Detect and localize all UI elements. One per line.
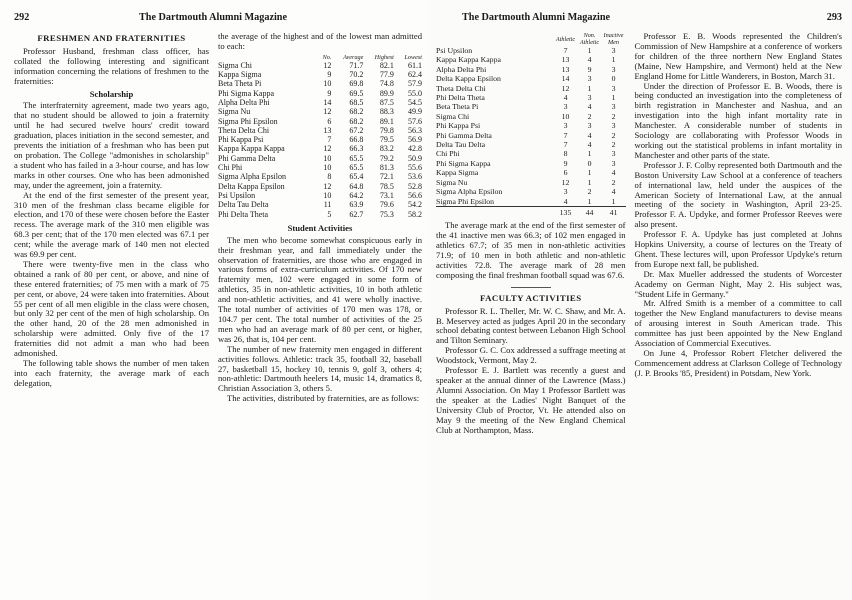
intro-paragraph: Professor Husband, freshman class officer, has collated the following interesting and significant information concerning the relations of freshmen to the fraternities: (14, 45, 209, 86)
table-cell: 3 (611, 46, 616, 55)
table-cell: 65.4 (349, 172, 364, 182)
fraternity-name-cell: Phi Gamma Delta (218, 153, 276, 163)
paragraph: The men who become somewhat conspicuous early in their freshman year, and fall immediately under the observation of fraternities, are those who are engaged in various forms of extra-curriculum activities. Of 170 new fraternity men, 102 were engaged in some form of athletics, 35 in non-athletic activities, 10 in both athletic and non-athletic activities, and 41 were wholly inactive. The total number of activities of 170 men was 178, or 104.7 per cent. The total number of activities of the 25 men who had an average mark of 80 per cent, or higher, was 26, that is, 104 per cent. (218, 234, 422, 344)
table-row (218, 79, 422, 88)
right-columns (436, 32, 842, 435)
fraternity-name-cell: Chi Phi (218, 163, 243, 173)
table-cell: 82.1 (379, 60, 394, 70)
fraternity-name-cell: Beta Theta Pi (218, 79, 262, 89)
total-cell (436, 206, 554, 217)
table-cell: 0 (611, 74, 616, 84)
table-cell: 3 (611, 83, 616, 93)
paragraph: Professor F. A. Updyke has just completed at Johns Hopkins University, a course of lectures on the Treaty of Ghent. These lectures will, upon Professor Updyke's return from Europe next fall, be published. (634, 229, 842, 269)
student-activities-heading: Student Activities (287, 222, 353, 233)
table-cell: 9 (563, 158, 568, 168)
table-cell: 1 (587, 83, 592, 93)
table-cell: 3 (611, 149, 616, 159)
table-cell: 3 (611, 64, 616, 74)
table-cell: 64.2 (349, 190, 364, 200)
table-cell: 79.5 (379, 135, 394, 145)
paragraph: The number of new fraternity men engaged in different activities follows. Athletic: track 35, football 32, baseball 27, basketball 15, hockey 10, tennis 9, golf 3, others 4; non-athletic: Dartmouth heelers 14, music 14, dramatics 8, Christian Association 3, others 5. (218, 343, 422, 394)
table-row (436, 159, 626, 168)
table-cell: 88.3 (379, 107, 394, 117)
table-cell: 56.9 (408, 135, 422, 145)
fraternity-name-cell: Psi Upsilon (218, 190, 256, 200)
paragraph: Professor E. J. Bartlett was recently a guest and speaker at the annual dinner of the Lawrence (Mass.) Alumni Association. On May 1 Professor Bartlett was the speaker at the Ladies' Night Banquet of the University Club of Proctor, Vt. He attended also on May 9 the meeting of the New England Chemical Club at Northampton, Mass. (436, 365, 626, 435)
section-divider (511, 287, 551, 288)
running-head-right (436, 12, 842, 24)
table-row (436, 93, 626, 102)
table-cell: 1 (587, 46, 592, 55)
paragraph: Under the direction of Professor E. B. Woods, there is being conducted an investigation into the completeness of birth registration in Manchester and Nashua, and an investigation into the high infant mortality rate in Manchester. A considerable number of students in Sociology are collaborating with Professor Woods in working out the statistical problems in infant mortality in Manchester and other parts of the state. (634, 80, 842, 160)
table-cell: 10 (323, 163, 332, 173)
table-row (218, 117, 422, 126)
paragraph: Professor G. C. Cox addressed a suffrage meeting at Woodstock, Vermont, May 2. (436, 345, 626, 366)
scholarship-heading: Scholarship (89, 88, 134, 99)
paragraph: At the end of the first semester of the present year, 310 men of the freshman class became eligible for election, and 170 of these were chosen before the Easter recess. The average mark of the 310 men eligible was 68.3 per cent; that of the 170 men elected was 67.1 per cent; while the average mark of 140 men not elected was 69.9 per cent. (14, 189, 209, 260)
table-cell: 3 (587, 74, 592, 84)
table-cell: 75.3 (379, 209, 394, 219)
table-cell: 0 (587, 158, 592, 168)
table-cell: 64.8 (349, 181, 364, 191)
table-cell: 10 (323, 79, 332, 89)
fraternity-name-cell: Sigma Alpha Epsilon (436, 187, 503, 197)
table-cell: 89.1 (379, 116, 394, 126)
table-row (436, 84, 626, 93)
table-cell: 50.9 (408, 153, 422, 163)
table-cell: 4 (587, 102, 592, 112)
table-row (218, 182, 422, 191)
table-row (436, 102, 626, 111)
table-cell: 71.7 (349, 60, 364, 70)
table-row (436, 131, 626, 140)
fraternity-name-cell: Sigma Phi Epsilon (436, 196, 495, 206)
fraternity-name-cell: Phi Sigma Kappa (436, 158, 491, 168)
table-cell: 8 (327, 172, 332, 182)
table-cell: 2 (587, 187, 592, 197)
paragraph: Mr. Alfred Smith is a member of a committee to call together the New England manufacturers to devise means of arousing interest in South American trade. This committee has just been appointed by the New England Association of Commercial Executives. (634, 298, 842, 349)
fraternity-name-cell: Phi Kappa Psi (436, 121, 481, 131)
table-cell: 68.2 (349, 107, 364, 117)
page-number-left: 292 (14, 12, 30, 23)
table-cell: 55.0 (408, 88, 422, 98)
table-cell: 70.2 (349, 70, 364, 80)
left-column-1 (14, 32, 209, 404)
fraternity-name-cell: Phi Delta Theta (218, 209, 269, 219)
table-cell: 74.8 (379, 79, 394, 89)
fraternity-name-cell: Beta Theta Pi (436, 102, 479, 112)
table-cell: 68.5 (349, 98, 364, 107)
right-column-1 (436, 32, 626, 435)
total-cell: 135 (554, 206, 578, 217)
table-cell: 56.6 (408, 190, 422, 200)
table-cell: 6 (327, 116, 332, 126)
table-row (218, 126, 422, 135)
table-cell: 7 (327, 135, 332, 145)
fraternity-name-cell: Phi Kappa Psi (218, 135, 264, 145)
table-row (436, 74, 626, 83)
table-row (218, 210, 422, 219)
table-cell: 4 (587, 55, 592, 65)
table-cell: 66.8 (349, 135, 364, 145)
table-cell: 14 (323, 98, 332, 107)
table-cell: 14 (561, 74, 570, 84)
fraternity-name-cell: Kappa Sigma (218, 70, 262, 80)
left-column-2 (218, 32, 422, 404)
table-header: Lowest (404, 53, 422, 61)
faculty-activities-heading: FACULTY ACTIVITIES (480, 292, 582, 303)
table-cell: 4 (587, 130, 592, 140)
table-cell: 10 (323, 153, 332, 163)
table-cell: 87.5 (379, 98, 394, 107)
table-cell: 79.2 (379, 153, 394, 163)
table-cell: 4 (611, 187, 616, 197)
table-header: Non. Athletic (579, 32, 600, 46)
table-cell: 4 (611, 168, 616, 178)
table-row (436, 178, 626, 187)
table-cell: 2 (611, 130, 616, 140)
table-cell: 68.2 (349, 116, 364, 126)
total-cell: 44 (578, 206, 602, 217)
table-cell: 9 (587, 64, 592, 74)
table-cell: 69.5 (349, 88, 364, 98)
table-cell: 3 (563, 187, 568, 197)
fraternity-name-cell: Kappa Sigma (436, 168, 479, 178)
table-cell: 12 (323, 181, 332, 191)
paragraph: On June 4, Professor Robert Fletcher delivered the Commencement address at Clarkson College of Technology (J. P. Brooks '85, President) in Potsdam, New York. (634, 348, 842, 378)
table-header: Inactive Men (603, 32, 624, 46)
table-cell: 66.3 (349, 144, 364, 154)
paragraph: There were twenty-five men in the class who obtained a rank of 80 per cent, or above, and nine of these entered fraternities; of 75 men with a mark of 75 per cent, or above, 24 were taken into fraternities. About 55 per cent of all men eligible in the class were chosen, but only 32 per cent of the men of high scholarship. On the other hand, 20 of the 28 men admonished in scholarship were admitted. Only five of the 17 fraternities did not admit a man who had been admonished. (14, 258, 209, 359)
table-cell: 9 (327, 88, 332, 98)
table-cell: 53.6 (408, 172, 422, 182)
table-cell: 57.9 (408, 79, 422, 89)
table-cell: 61.1 (408, 60, 422, 70)
table-row (218, 61, 422, 70)
fraternity-name-cell: Kappa Kappa Kappa (218, 144, 285, 154)
table-header: Average (343, 53, 364, 61)
paragraph: Dr. Max Mueller addressed the students of Worcester Academy on German Night, May 2. His subject was, "Student Life in Germany." (634, 268, 842, 299)
left-columns (14, 32, 422, 404)
paragraph: The activities, distributed by fraternities, are as follows: (227, 393, 420, 404)
table-cell: 2 (611, 140, 616, 150)
table-cell: 73.1 (379, 190, 394, 200)
table-cell: 58.2 (408, 209, 422, 219)
fraternity-marks-table (218, 54, 422, 219)
fraternity-name-cell: Phi Gamma Delta (436, 130, 492, 140)
right-page (428, 0, 852, 600)
fraternity-name-cell: Sigma Alpha Epsilon (218, 172, 286, 182)
table-cell: 10 (561, 111, 570, 121)
table-cell: 1 (611, 93, 616, 103)
table-cell: 52.8 (408, 181, 422, 191)
table-cell: 79.8 (379, 125, 394, 135)
table-cell: 6 (563, 168, 568, 178)
fraternity-name-cell: Delta Kappa Epsilon (218, 181, 285, 191)
paragraph: The interfraternity agreement, made two years ago, that no student should be allowed to join a fraternity until he had secured twelve hours' credit toward graduation, places initiation in the second semester, and prevents the initiation of a freshman who has been put on probation. The College "admonishes in scholarship" a student who has failed in a 3-hour course, and has low marks in other courses. One who has been admonished may, under the agreement, join a fraternity. (14, 100, 209, 190)
table-row (436, 112, 626, 121)
table-cell: 62.4 (408, 70, 422, 80)
table-row (218, 163, 422, 172)
fraternity-name-cell: Chi Phi (436, 149, 460, 159)
table-cell: 69.8 (349, 79, 364, 89)
paragraph: The average mark at the end of the first semester of the 41 inactive men was 66.3; of 102 men engaged in athletics 67.7; of 35 men in non-athletic activities 71.9; of 10 men in both athletic and non-athletic activities 72.8. The average mark of 28 men composing the final freshman football squad was 67.6. (436, 220, 626, 280)
table-row (436, 55, 626, 64)
table-cell: 78.5 (379, 181, 394, 191)
table-row (218, 154, 422, 163)
table-row (218, 107, 422, 116)
table-cell: 81.3 (379, 163, 394, 173)
table-row (436, 46, 626, 55)
table-cell: 13 (561, 55, 570, 65)
table-row (436, 140, 626, 149)
table-cell: 12 (561, 177, 570, 187)
table-cell: 1 (587, 149, 592, 159)
fraternity-name-cell: Sigma Nu (218, 107, 251, 117)
table-row (218, 98, 422, 107)
table-cell: 4 (563, 196, 568, 206)
table-cell: 49.9 (408, 107, 422, 117)
table-cell: 9 (327, 70, 332, 80)
table-cell: 3 (587, 93, 592, 103)
fraternity-name-cell: Phi Delta Theta (436, 93, 485, 103)
table-cell: 3 (563, 102, 568, 112)
table-cell: 89.9 (379, 88, 394, 98)
fraternity-name-cell: Theta Delta Chi (218, 125, 270, 135)
magazine-title-left: The Dartmouth Alumni Magazine (138, 12, 287, 23)
table-cell: 3 (563, 121, 568, 131)
table-cell: 7 (563, 46, 568, 55)
section-title-freshmen: FRESHMEN AND FRATERNITIES (37, 33, 186, 43)
fraternity-name-cell: Sigma Chi (218, 60, 253, 70)
table-cell: 12 (561, 83, 570, 93)
table-header-row (218, 54, 422, 61)
table-cell: 1 (587, 177, 592, 187)
table-cell: 55.6 (408, 163, 422, 173)
paragraph: Professor J. F. Colby represented both Dartmouth and the Boston University Law School at a conference of teachers of international law, held under the auspices of the American Society of International Law, at the annual meeting of the society in Washington, April 23-25. Professor F. A. Updyke, and former Professor Reeves were also present. (634, 159, 842, 230)
table-cell: 3 (611, 102, 616, 112)
table-cell: 2 (611, 111, 616, 121)
page-number-right: 293 (826, 12, 842, 23)
fraternity-name-cell: Kappa Kappa Kappa (436, 55, 501, 65)
table-cell: 7 (563, 130, 568, 140)
table-cell: 63.9 (349, 200, 364, 210)
table-row (436, 121, 626, 130)
running-head-left (14, 12, 422, 24)
table-row (218, 144, 422, 153)
table-cell: 12 (323, 107, 332, 117)
table-row (436, 149, 626, 158)
table-cell: 77.9 (379, 70, 394, 80)
magazine-title-right: The Dartmouth Alumni Magazine (462, 12, 611, 23)
table-header: Highest (374, 53, 394, 61)
table-cell: 1 (611, 55, 616, 65)
table-cell: 1 (587, 196, 592, 206)
table-cell: 3 (587, 121, 592, 131)
paragraph: Professor R. L. Theller, Mr. W. C. Shaw, and Mr. A. B. Meservey acted as judges April 20 in the secondary school debating contest between Lebanon High School and Tilton Seminary. (436, 305, 626, 346)
table-cell: 54.5 (408, 98, 422, 107)
table-cell: 65.5 (349, 153, 364, 163)
table-cell: 56.3 (408, 125, 422, 135)
table-cell: 54.2 (408, 200, 422, 210)
table-row (218, 135, 422, 144)
paragraph: Professor E. B. Woods represented the Children's Commission of New Hampshire at a conference of workers for children of the three northern New England States (Maine, New Hampshire, and Vermont) held at the New England Home for Little Wanderers, in Boston, March 31. (634, 31, 842, 81)
table-header-row (436, 32, 626, 46)
table-header (436, 32, 554, 46)
table-header (218, 54, 316, 61)
fraternity-name-cell: Alpha Delta Phi (218, 98, 270, 107)
table-row (436, 187, 626, 196)
table-cell: 5 (327, 209, 332, 219)
table-cell: 72.1 (379, 172, 394, 182)
fraternity-name-cell: Phi Sigma Kappa (218, 88, 274, 98)
table-cell: 2 (611, 177, 616, 187)
table-cell: 12 (323, 60, 332, 70)
table-cell: 10 (323, 190, 332, 200)
table-cell: 65.5 (349, 163, 364, 173)
totals-row (436, 206, 626, 217)
table-row (436, 197, 626, 207)
table-header: No. (322, 53, 332, 61)
table-cell: 79.6 (379, 200, 394, 210)
table-header: Athletic (555, 35, 576, 43)
table-cell: 7 (563, 140, 568, 150)
table-row (218, 172, 422, 181)
total-cell: 41 (602, 206, 626, 217)
fraternity-activities-table (436, 32, 626, 217)
fraternity-name-cell: Sigma Chi (436, 111, 470, 121)
table-row (218, 89, 422, 98)
fraternity-name-cell: Delta Kappa Epsilon (436, 74, 501, 84)
table-cell: 42.8 (408, 144, 422, 154)
fraternity-name-cell: Delta Tau Delta (436, 140, 486, 150)
table-cell: 2 (587, 111, 592, 121)
table-row (436, 65, 626, 74)
fraternity-name-cell: Theta Delta Chi (436, 83, 486, 93)
table-cell: 11 (323, 200, 332, 210)
table-cell: 4 (563, 93, 568, 103)
right-column-2 (635, 32, 842, 435)
paragraph: The following table shows the number of men taken into each fraternity, the average mark of each delegation, (14, 358, 209, 388)
table-cell: 13 (323, 125, 332, 135)
table-row (218, 191, 422, 200)
table-cell: 3 (611, 158, 616, 168)
table-cell: 3 (611, 121, 616, 131)
table-cell: 13 (561, 64, 570, 74)
fraternity-name-cell: Sigma Nu (436, 177, 468, 187)
table-row (218, 200, 422, 209)
table-row (218, 70, 422, 79)
table-cell: 1 (587, 168, 592, 178)
table-cell: 1 (611, 196, 616, 206)
paragraph: the average of the highest and of the lowest man admitted to each: (218, 31, 422, 51)
fraternity-name-cell: Psi Upsilon (436, 46, 473, 55)
table-cell: 8 (563, 149, 568, 159)
fraternity-name-cell: Sigma Phi Epsilon (218, 116, 278, 126)
table-cell: 12 (323, 144, 332, 154)
table-cell: 57.6 (408, 116, 422, 126)
fraternity-name-cell: Alpha Delta Phi (436, 64, 487, 74)
table-cell: 67.2 (349, 125, 364, 135)
table-cell: 4 (587, 140, 592, 150)
fraternity-name-cell: Delta Tau Delta (218, 200, 269, 210)
table-row (436, 168, 626, 177)
table-cell: 62.7 (349, 209, 364, 219)
table-cell: 83.2 (379, 144, 394, 154)
